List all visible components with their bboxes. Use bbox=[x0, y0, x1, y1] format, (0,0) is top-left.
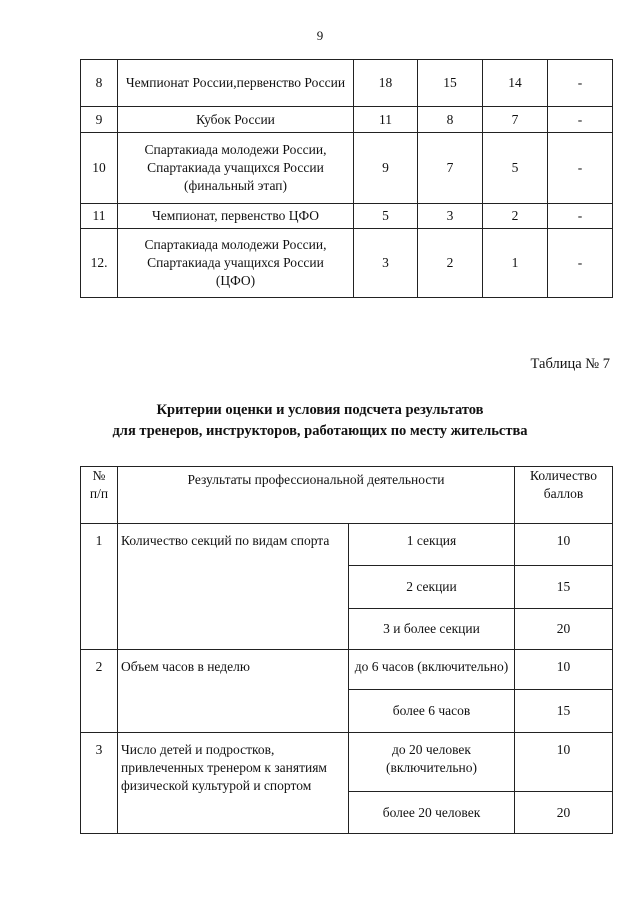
points-value: - bbox=[548, 60, 613, 107]
points-value: 15 bbox=[515, 690, 613, 733]
points-value: 11 bbox=[354, 107, 418, 133]
points-value: 1 bbox=[483, 229, 548, 298]
header-number: № п/п bbox=[81, 467, 118, 524]
criterion-name: Число детей и подростков, привлеченных тренером к занятиям физической культурой и спортом bbox=[118, 733, 349, 834]
points-value: - bbox=[548, 204, 613, 229]
header-points: Количество баллов bbox=[515, 467, 613, 524]
table-title-line-2: для тренеров, инструкторов, работающих по месту жительства bbox=[112, 423, 528, 439]
table-title-line-1: Критерии оценки и условия подсчета результатов bbox=[156, 402, 484, 418]
header-results: Результаты профессиональной деятельности bbox=[118, 467, 515, 524]
criterion-name: Количество секций по видам спорта bbox=[118, 524, 349, 650]
points-value: 15 bbox=[418, 60, 483, 107]
points-value: - bbox=[548, 133, 613, 204]
points-value: 3 bbox=[354, 229, 418, 298]
previous-table bbox=[80, 59, 613, 298]
table-row bbox=[81, 107, 613, 133]
competition-name: Спартакиада молодежи России, Спартакиада учащихся России (ЦФО) bbox=[118, 229, 354, 298]
points-value: - bbox=[548, 229, 613, 298]
points-value: 8 bbox=[418, 107, 483, 133]
points-value: 15 bbox=[515, 566, 613, 609]
row-number: 10 bbox=[81, 133, 118, 204]
page-number: 9 bbox=[316, 28, 324, 43]
points-value: 5 bbox=[483, 133, 548, 204]
points-value: 7 bbox=[418, 133, 483, 204]
row-number: 9 bbox=[81, 107, 118, 133]
table-row bbox=[81, 204, 613, 229]
points-value: 2 bbox=[483, 204, 548, 229]
condition-text: до 20 человек (включительно) bbox=[349, 733, 515, 792]
condition-text: 1 секция bbox=[349, 524, 515, 566]
competition-name: Кубок России bbox=[118, 107, 354, 133]
points-value: 10 bbox=[515, 524, 613, 566]
row-number: 11 bbox=[81, 204, 118, 229]
condition-text: более 20 человек bbox=[349, 792, 515, 834]
points-value: 5 bbox=[354, 204, 418, 229]
condition-text: до 6 часов (включительно) bbox=[349, 650, 515, 690]
condition-text: более 6 часов bbox=[349, 690, 515, 733]
competition-name: Чемпионат, первенство ЦФО bbox=[118, 204, 354, 229]
criterion-number: 3 bbox=[81, 733, 118, 834]
criterion-number: 2 bbox=[81, 650, 118, 733]
condition-text: 3 и более секции bbox=[349, 609, 515, 650]
points-value: 10 bbox=[515, 650, 613, 690]
criterion-number: 1 bbox=[81, 524, 118, 650]
table-row bbox=[81, 60, 613, 107]
points-value: 10 bbox=[515, 733, 613, 792]
points-value: 3 bbox=[418, 204, 483, 229]
points-value: - bbox=[548, 107, 613, 133]
table-row bbox=[81, 650, 613, 690]
table-row bbox=[81, 524, 613, 566]
points-value: 20 bbox=[515, 609, 613, 650]
table-number: Таблица № 7 bbox=[530, 356, 610, 372]
points-value: 7 bbox=[483, 107, 548, 133]
criterion-name: Объем часов в неделю bbox=[118, 650, 349, 733]
points-value: 9 bbox=[354, 133, 418, 204]
header-row bbox=[81, 467, 613, 524]
table-row bbox=[81, 133, 613, 204]
condition-text: 2 секции bbox=[349, 566, 515, 609]
points-value: 20 bbox=[515, 792, 613, 834]
table-row bbox=[81, 229, 613, 298]
criteria-table bbox=[80, 466, 613, 834]
points-value: 18 bbox=[354, 60, 418, 107]
points-value: 14 bbox=[483, 60, 548, 107]
points-value: 2 bbox=[418, 229, 483, 298]
competition-name: Спартакиада молодежи России, Спартакиада учащихся России (финальный этап) bbox=[118, 133, 354, 204]
row-number: 12. bbox=[81, 229, 118, 298]
row-number: 8 bbox=[81, 60, 118, 107]
table-row bbox=[81, 733, 613, 792]
competition-name: Чемпионат России,первенство России bbox=[118, 60, 354, 107]
